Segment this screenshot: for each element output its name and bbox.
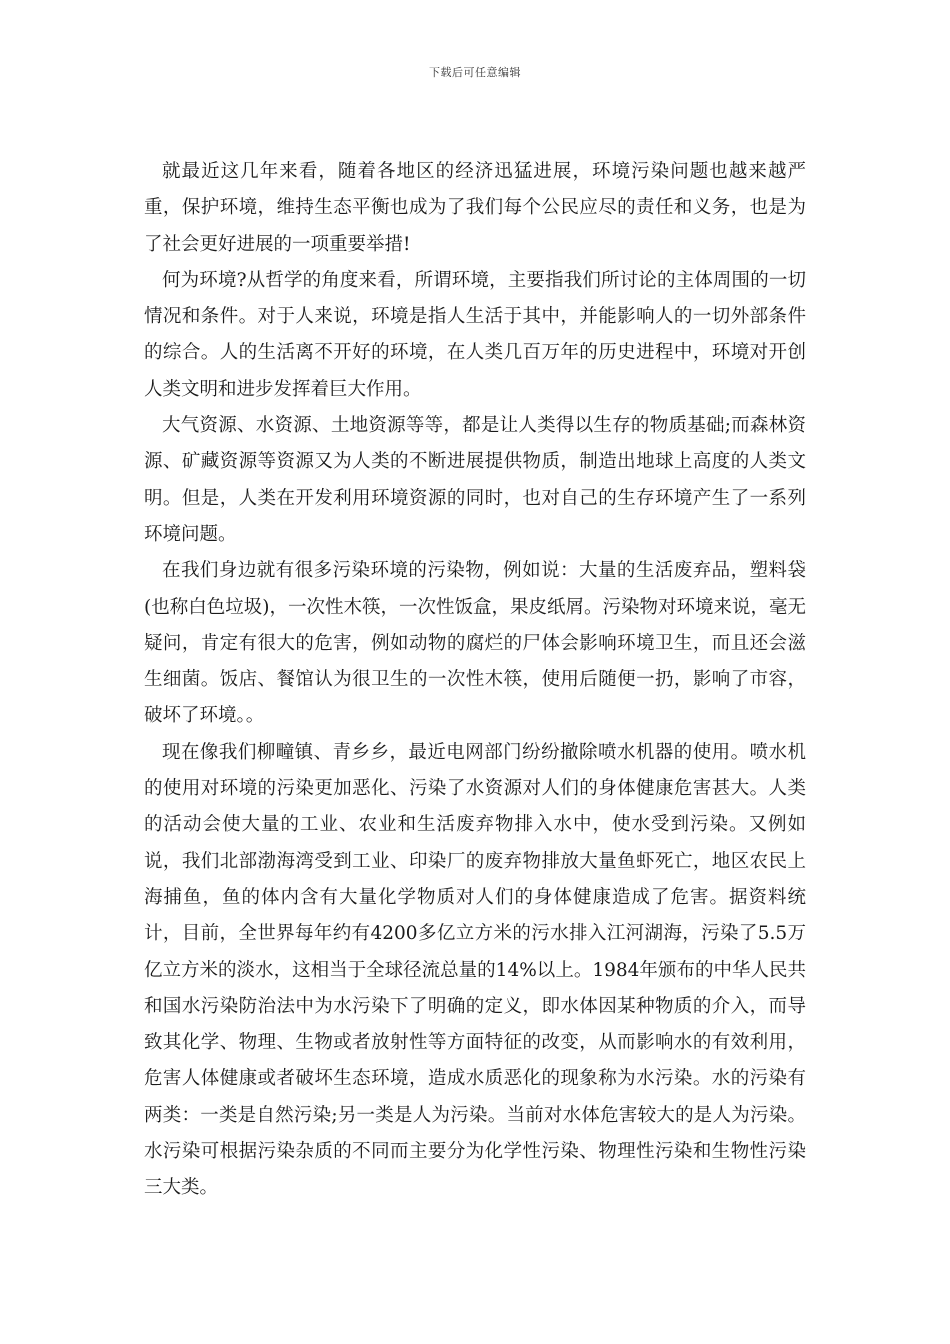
paragraph-2: 何为环境?从哲学的角度来看，所谓环境，主要指我们所讨论的主体周围的一切情况和条件。对于人来说，环境是指人生活于其中，并能影响人的一切外部条件的综合。人的生活离不开好的环境，在人类几百万年的历史进程中，环境对开创人类文明和进步发挥着巨大作用。 bbox=[144, 269, 806, 400]
page-header-note: 下载后可任意编辑 bbox=[429, 66, 521, 79]
paragraph-4: 在我们身边就有很多污染环境的污染物，例如说：大量的生活废弃品，塑料袋(也称白色垃圾)，一次性木筷，一次性饭盒，果皮纸屑。污染物对环境来说，毫无疑问，肯定有很大的危害，例如动物的腐烂的尸体会影响环境卫生，而且还会滋生细菌。饭店、餐馆认为很卫生的一次性木筷，使用后随便一扔，影响了市容，破坏了环境。。 bbox=[144, 560, 806, 727]
paragraph-5: 现在像我们柳疃镇、青乡乡，最近电网部门纷纷撤除喷水机器的使用。喷水机的使用对环境的污染更加恶化、污染了水资源对人们的身体健康危害甚大。人类的活动会使大量的工业、农业和生活废弃物排入水中，使水受到污染。又例如说，我们北部渤海湾受到工业、印染厂的废弃物排放大量鱼虾死亡，地区农民上海捕鱼，鱼的体内含有大量化学物质对人们的身体健康造成了危害。据资料统计，目前，全世界每年约有4200多亿立方米的污水排入江河湖海，污染了5.5万亿立方米的淡水，这相当于全球径流总量的14%以上。1984年颁布的中华人民共和国水污染防治法中为水污染下了明确的定义，即水体因某种物质的介入，而导致其化学、物理、生物或者放射性等方面特征的改变，从而影响水的有效利用，危害人体健康或者破坏生态环境，造成水质恶化的现象称为水污染。水的污染有两类：一类是自然污染;另一类是人为污染。当前对水体危害较大的是人为污染。水污染可根据污染杂质的不同而主要分为化学性污染、物理性污染和生物性污染三大类。 bbox=[144, 741, 806, 1199]
document-body bbox=[144, 154, 806, 1207]
paragraph-3: 大气资源、水资源、土地资源等等，都是让人类得以生存的物质基础;而森林资源、矿藏资源等资源又为人类的不断进展提供物质，制造出地球上高度的人类文明。但是，人类在开发利用环境资源的同时，也对自己的生存环境产生了一系列环境问题。 bbox=[144, 415, 806, 545]
paragraph-1: 就最近这几年来看，随着各地区的经济迅猛进展，环境污染问题也越来越严重，保护环境，维持生态平衡也成为了我们每个公民应尽的责任和义务，也是为了社会更好进展的一项重要举措! bbox=[144, 161, 806, 255]
